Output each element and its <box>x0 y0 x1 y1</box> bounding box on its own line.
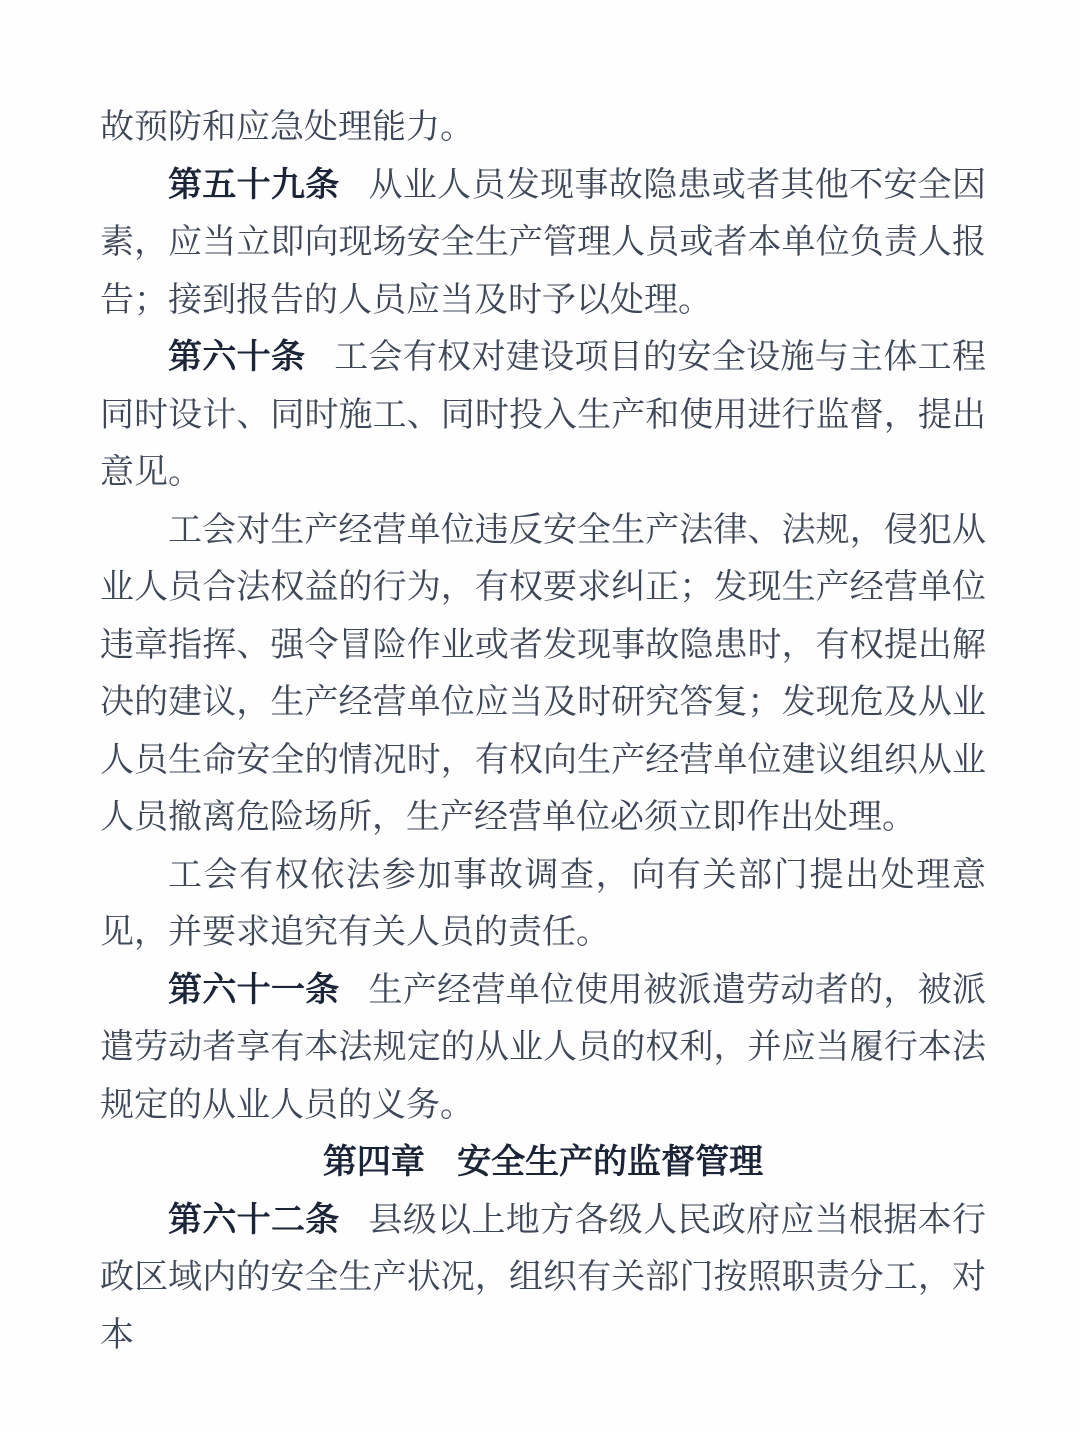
para-continuation-text: 故预防和应急处理能力。 <box>100 109 474 146</box>
para-continuation <box>100 99 986 157</box>
article-61-number: 第六十一条 <box>168 970 340 1009</box>
article-62-number: 第六十二条 <box>168 1200 340 1239</box>
article-61-text: 生产经营单位使用被派遣劳动者的，被派遣劳动者享有本法规定的从业人员的权利，并应当履行本法规定的从业人员的义务。 <box>100 971 987 1124</box>
chapter-4-heading <box>100 1134 986 1192</box>
article-60-number: 第六十条 <box>168 338 306 376</box>
para-union-supervision <box>100 502 986 847</box>
para-article-61 <box>100 962 986 1135</box>
chapter-4-number: 第四章 <box>322 1143 425 1181</box>
para-union-supervision-text: 工会对生产经营单位违反安全生产法律、法规，侵犯从业人员合法权益的行为，有权要求纠正；发现生产经营单位违章指挥、强令冒险作业或者发现事故隐患时，有权提出解决的建议，生产经营单位应当及时研究答复；发现危及从业人员生命安全的情况时，有权向生产经营单位建议组织从业人员撤离危险场所，生产经营单位必须立即作出处理。 <box>100 511 986 836</box>
para-article-60 <box>100 329 986 502</box>
para-union-investigation-text: 工会有权依法参加事故调查，向有关部门提出处理意见，并要求追究有关人员的责任。 <box>100 856 986 951</box>
chapter-4-title: 安全生产的监督管理 <box>457 1143 764 1181</box>
para-union-investigation <box>100 847 986 962</box>
article-60-text: 工会有权对建设项目的安全设施与主体工程同时设计、同时施工、同时投入生产和使用进行监督，提出意见。 <box>100 339 987 491</box>
para-article-59 <box>100 157 986 330</box>
article-59-number: 第五十九条 <box>168 165 340 204</box>
article-62-text: 县级以上地方各级人民政府应当根据本行政区域内的安全生产状况，组织有关部门按照职责分工，对本 <box>100 1201 987 1354</box>
para-article-62 <box>100 1192 986 1365</box>
document-body <box>100 99 986 1364</box>
article-59-text: 从业人员发现事故隐患或者其他不安全因素，应当立即向现场安全生产管理人员或者本单位负责人报告；接到报告的人员应当及时予以处理。 <box>100 166 987 319</box>
